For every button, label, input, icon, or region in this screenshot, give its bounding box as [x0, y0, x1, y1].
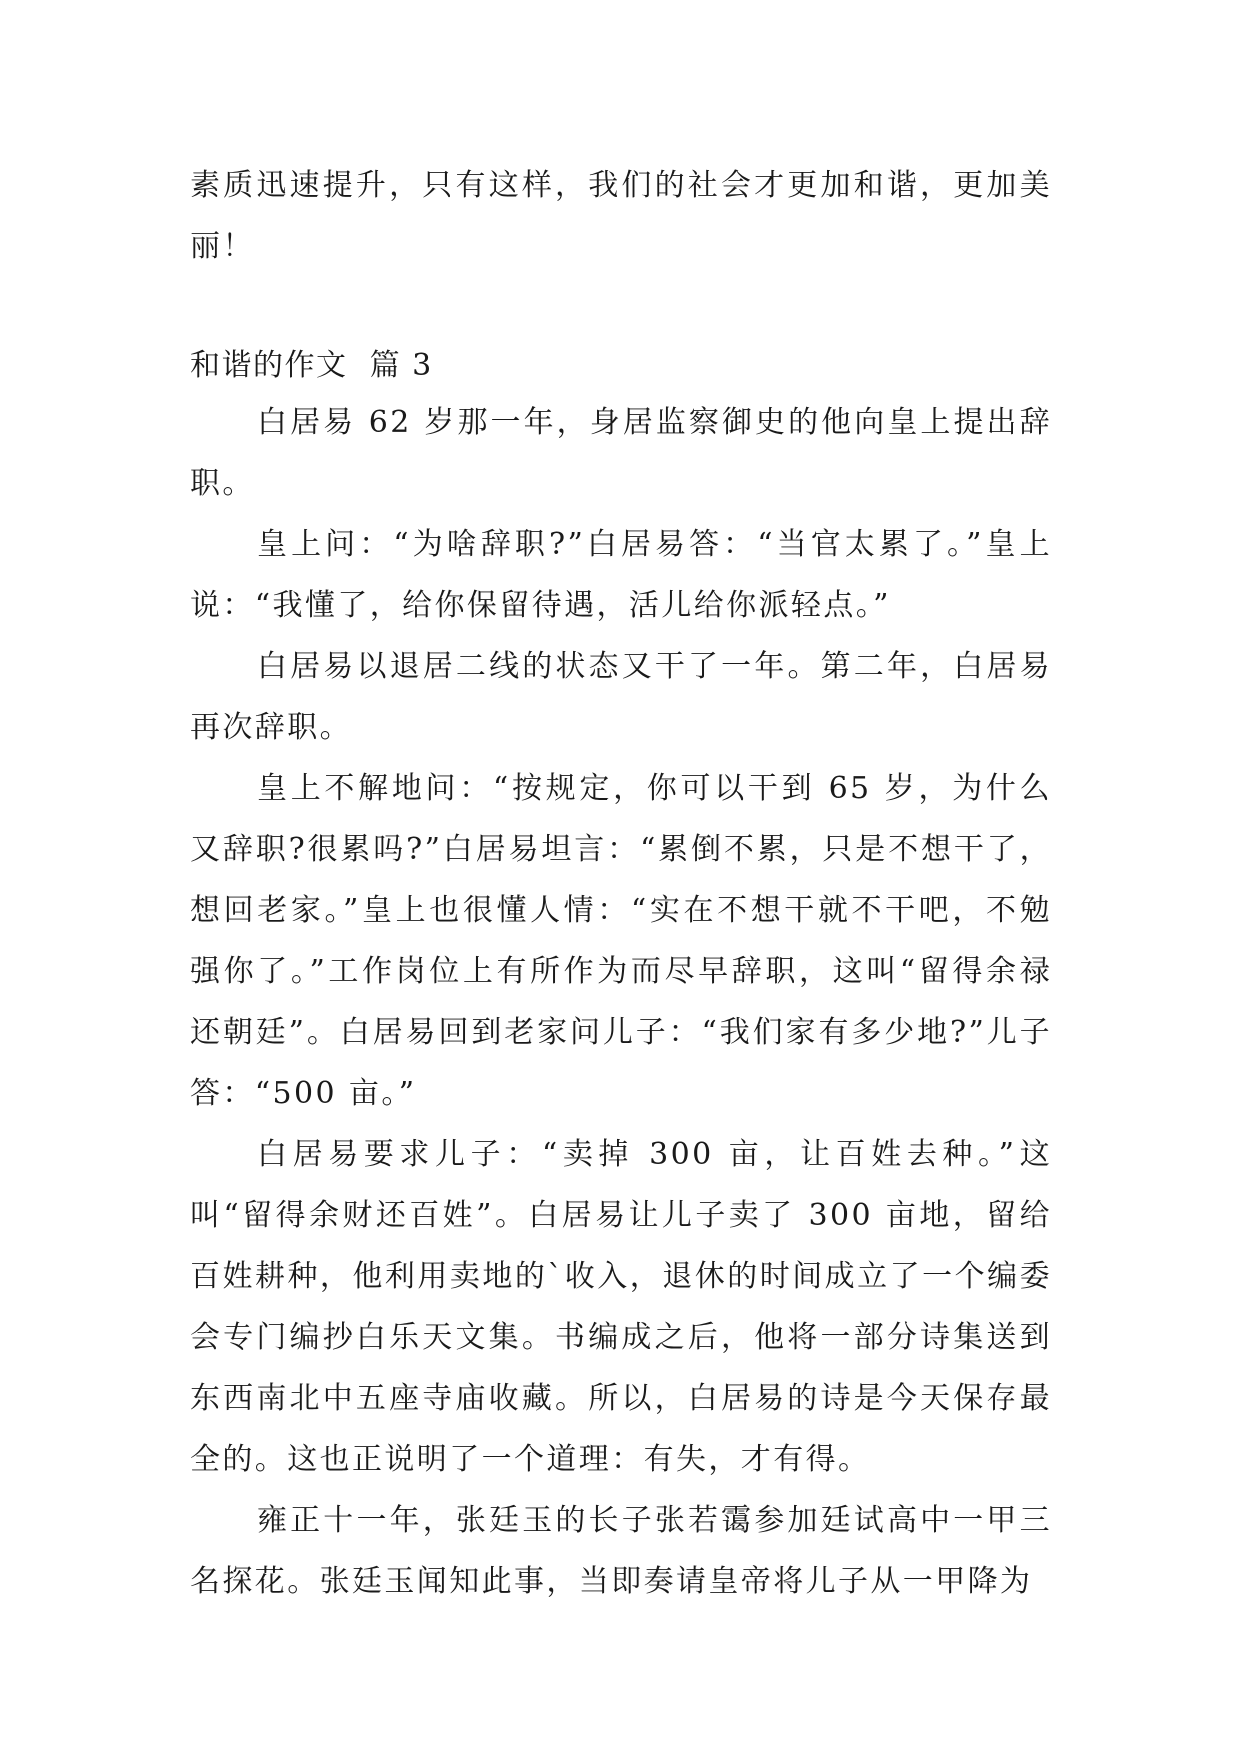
paragraph: 皇上不解地问：“按规定，你可以干到 65 岁，为什么又辞职?很累吗?”白居易坦言：“累倒不累，只是不想干了，想回老家。”皇上也很懂人情：“实在不想干就不干吧，不勉强你了。”工作岗位上有所作为而尽早辞职，这叫“留得余禄还朝廷”。白居易回到老家问儿子：“我们家有多少地?”儿子答：“500 亩。” — [190, 771, 1052, 1111]
paragraph: 白居易 62 岁那一年，身居监察御史的他向皇上提出辞职。 — [190, 405, 1052, 501]
continuation-paragraph — [190, 155, 1052, 277]
section-heading: 和谐的作文 篇 3 — [190, 348, 433, 383]
paragraph: 皇上问：“为啥辞职?”白居易答：“当官太累了。”皇上说：“我懂了，给你保留待遇，活儿给你派轻点。” — [190, 527, 1052, 623]
paragraph: 白居易要求儿子：“卖掉 300 亩，让百姓去种。”这叫“留得余财还百姓”。白居易让儿子卖了 300 亩地，留给百姓耕种，他利用卖地的`收入，退休的时间成立了一个编委会专门编抄白乐天文集。书编成之后，他将一部分诗集送到东西南北中五座寺庙收藏。所以，白居易的诗是今天保存最全的。这也正说明了一个道理：有失，才有得。 — [190, 1137, 1052, 1477]
paragraph-text: 素质迅速提升，只有这样，我们的社会才更加和谐，更加美丽！ — [190, 168, 1052, 264]
paragraph: 雍正十一年，张廷玉的长子张若霭参加廷试高中一甲三名探花。张廷玉闻知此事，当即奏请皇帝将儿子从一甲降为 — [190, 1503, 1052, 1599]
article-body — [190, 392, 1052, 1612]
paragraph: 白居易以退居二线的状态又干了一年。第二年，白居易再次辞职。 — [190, 649, 1052, 745]
